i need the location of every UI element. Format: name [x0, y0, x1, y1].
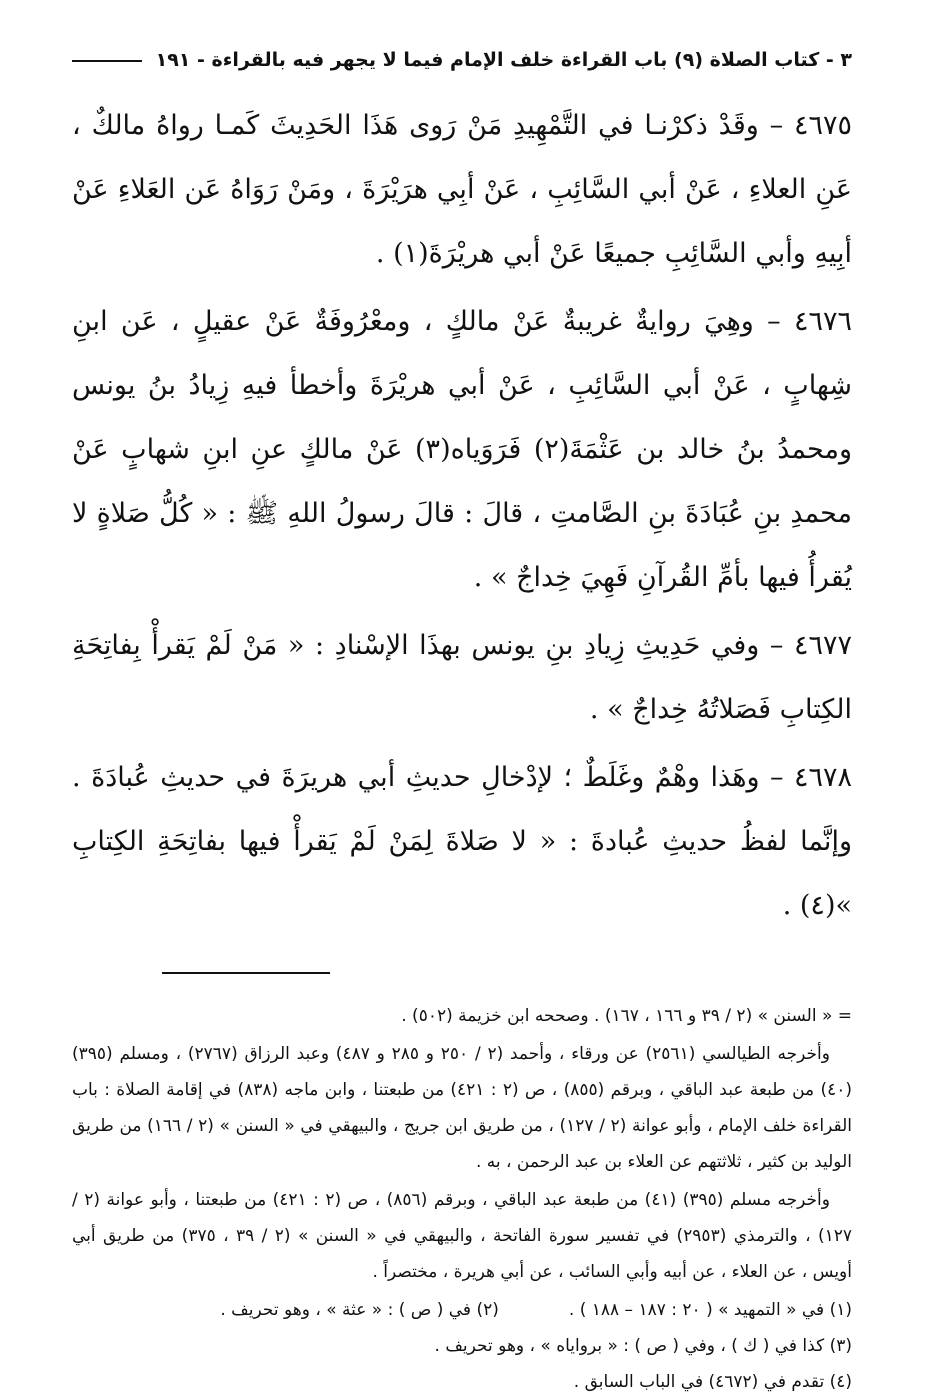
header-rule: [72, 60, 142, 62]
footnote-3: (٣) كذا في ( ك ) ، وفي ( ص ) : « برواياه » ، وهو تحريف .: [434, 1336, 852, 1356]
paragraph-4678: ٤٦٧٨ – وهَذا وهْمٌ وغَلَطٌ ؛ لإدْخالِ حديثِ أبي هريرَةَ في حديثِ عُبادَةَ . وإنَّما لفظُ حديثِ عُبادةَ : « لا صَلاةَ لِمَنْ لَمْ يَقرأْ فيها بفاتِحَةِ الكِتابِ »(٤) .: [72, 762, 852, 921]
footnote-separator: [72, 972, 852, 974]
footnote-row-1-2: [72, 1292, 852, 1328]
footnote-4: (٤) تقدم في (٤٦٧٢) في الباب السابق .: [573, 1372, 852, 1392]
paragraph-4677: ٤٦٧٧ – وفي حَدِيثِ زِيادِ بنِ يونس بهذَا الإسْنادِ : « مَنْ لَمْ يَقرأْ بِفاتِحَةِ الكِتابِ فَصَلاتُهُ خِداجٌ » .: [72, 630, 852, 725]
book-page: [72, 40, 852, 1392]
footnote-block-2: وأخرجه مسلم (٣٩٥) (٤١) من طبعة عبد الباقي ، وبرقم (٨٥٦) ، ص (٢ : ٤٢١) من طبعتنا ، وأبو عوانة (٢ / ١٢٧) ، والترمذي (٢٩٥٣) في تفسير سورة الفاتحة ، والبيهقي في « السنن » (٢ / ٣٩ ، ٣٧٥) من طريق أبي أويس ، عن العلاء ، عن أبيه وأبي السائب ، عن أبي هريرة ، مختصراً .: [72, 1190, 852, 1282]
running-header: [72, 40, 852, 80]
footnote-rule: [162, 972, 330, 974]
main-text: [72, 94, 852, 938]
footnote-2: (٢) في ( ص ) : « عثة » ، وهو تحريف .: [220, 1300, 499, 1320]
footnote-block-1: وأخرجه الطيالسي (٢٥٦١) عن ورقاء ، وأحمد (٢ / ٢٥٠ و ٢٨٥ و ٤٨٧) وعبد الرزاق (٢٧٦٧) ، ومسلم (٣٩٥) (٤٠) من طبعة عبد الباقي ، وبرقم (٨٥٥) ، ص (٢ : ٤٢١) من طبعتنا ، وابن ماجه (٨٣٨) في إقامة الصلاة : باب القراءة خلف الإمام ، وأبو عوانة (٢ / ١٢٧) ، من طريق ابن جريج ، والبيهقي في « السنن » (٢ / ١٦٦) من طريق الوليد بن كثير ، ثلاثتهم عن العلاء بن عبد الرحمن ، به .: [72, 1044, 852, 1172]
paragraph-4676: ٤٦٧٦ – وهِيَ روايةٌ غريبةٌ عَنْ مالكٍ ، ومعْرُوفَةٌ عَنْ عقيلٍ ، عَن ابنِ شِهابٍ ، عَنْ أبي السَّائِبِ ، عَنْ أبي هريْرَةَ وأخطأ فيهِ زِيادُ بنُ يونس ومحمدُ بنُ خالد بن عَثْمَةَ(٢) فَرَوَياه(٣) عَنْ مالكٍ عنِ ابنِ شهابٍ عَنْ محمدِ بنِ عُبَادَةَ بنِ الصَّامتِ ، قالَ : قالَ رسولُ اللهِ ﷺ : « كُلُّ صَلاةٍ لا يُقرأُ فيها بأمِّ القُرآنِ فَهِيَ خِداجٌ » .: [72, 306, 852, 593]
running-title: ٣ - كتاب الصلاة (٩) باب القراءة خلف الإمام فيما لا يجهر فيه بالقراءة - ١٩١: [155, 49, 852, 71]
footnote-continuation: = « السنن » (٢ / ٣٩ و ١٦٦ ، ١٦٧) . وصححه ابن خزيمة (٥٠٢) .: [401, 1006, 852, 1026]
paragraph-4675: ٤٦٧٥ – وقَدْ ذكرْنـا في التَّمْهِيدِ مَنْ رَوى هَذَا الحَدِيثَ كَمـا رواهُ مالكٌ ، عَنِ العلاءِ ، عَنْ أبي السَّائِبِ ، عَنْ أبِي هرَيْرَةَ ، ومَنْ رَوَاهُ عَن العَلاءِ عَنْ أبِيهِ وأبي السَّائِبِ جميعًا عَنْ أبي هريْرَةَ(١) .: [72, 110, 852, 269]
footnote-1: (١) في « التمهيد » ( ٢٠ : ١٨٧ – ١٨٨ ) .: [568, 1300, 852, 1320]
footnotes: [72, 998, 852, 1400]
